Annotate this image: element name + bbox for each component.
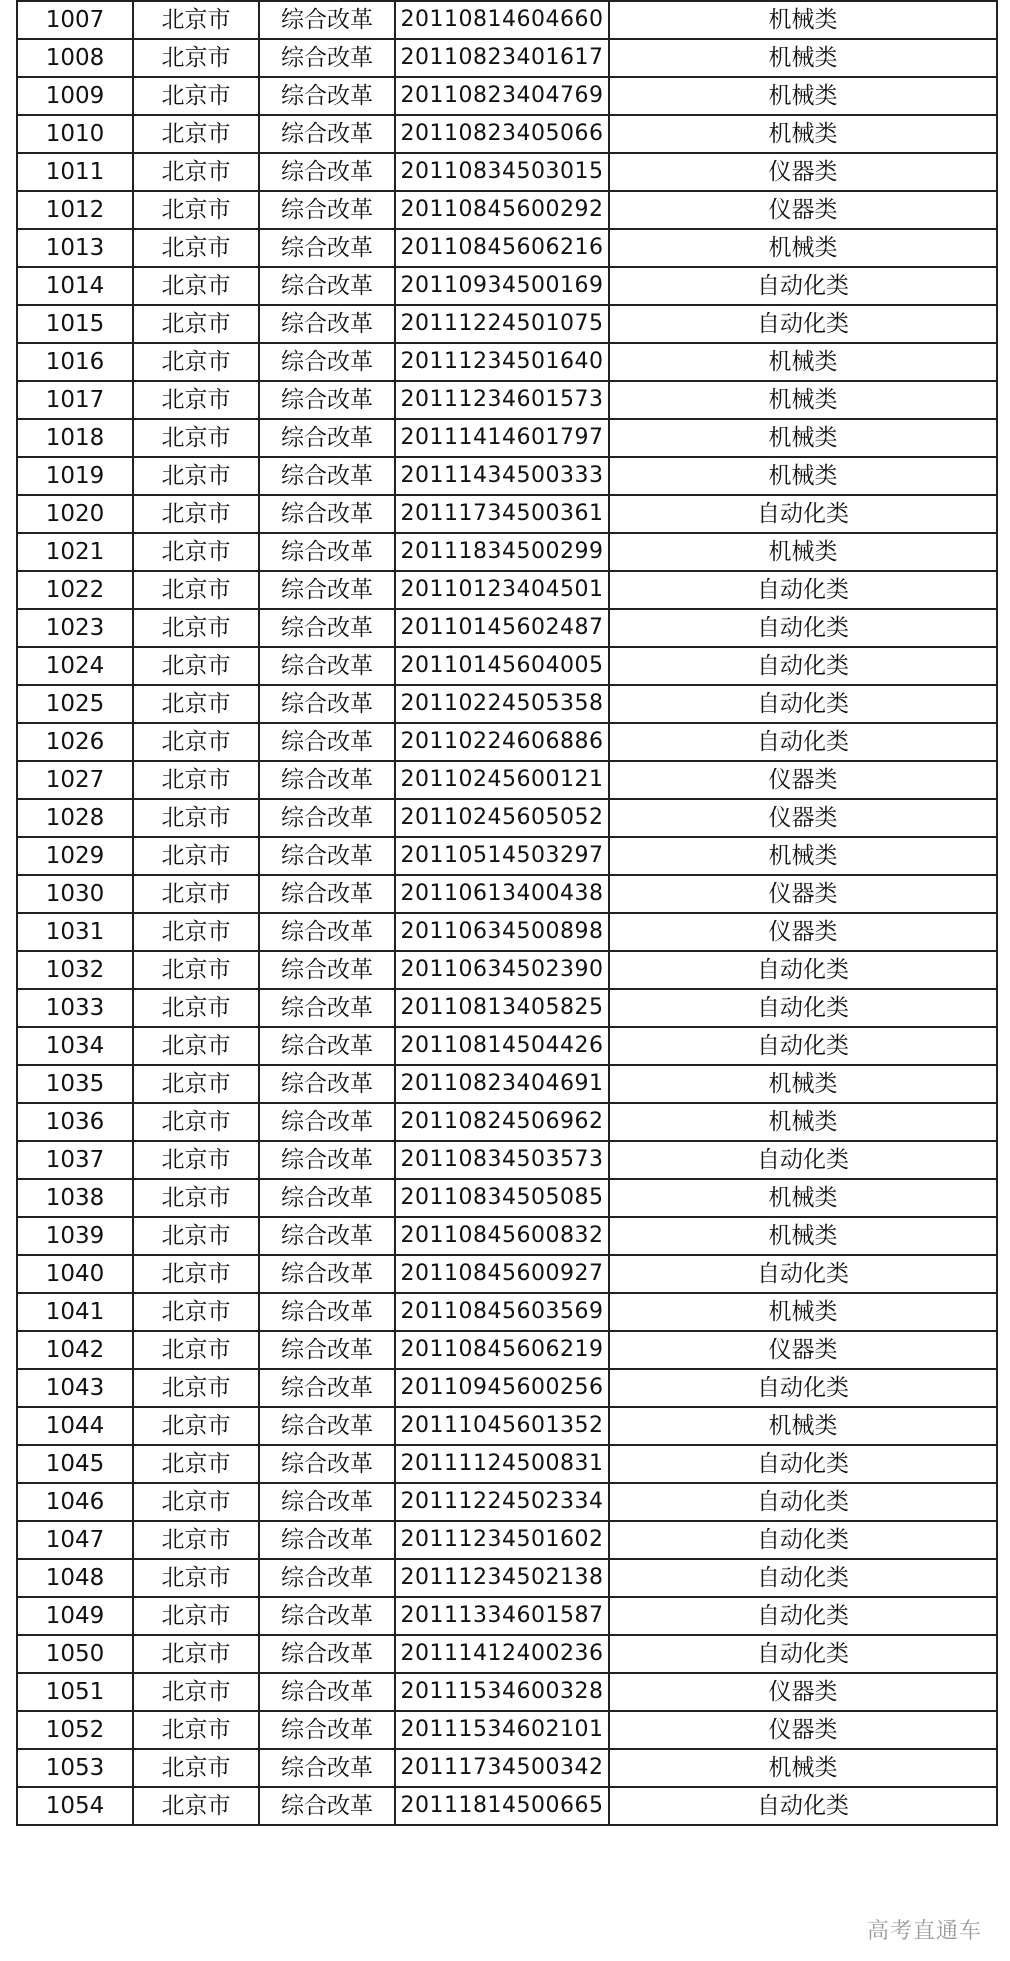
category-cell: 自动化类 — [609, 305, 997, 343]
exam-type-cell: 综合改革 — [259, 571, 395, 609]
city-cell: 北京市 — [133, 1217, 259, 1255]
exam-type-cell: 综合改革 — [259, 1027, 395, 1065]
category-cell: 仪器类 — [609, 1673, 997, 1711]
city-cell: 北京市 — [133, 1, 259, 39]
exam-number-cell: 20110845606219 — [395, 1331, 609, 1369]
row-id-cell: 1031 — [17, 913, 133, 951]
exam-number-cell: 20110823401617 — [395, 39, 609, 77]
category-cell: 仪器类 — [609, 875, 997, 913]
exam-number-cell: 20110823404691 — [395, 1065, 609, 1103]
exam-type-cell: 综合改革 — [259, 799, 395, 837]
row-id-cell: 1029 — [17, 837, 133, 875]
row-id-cell: 1049 — [17, 1597, 133, 1635]
exam-number-cell: 20110834505085 — [395, 1179, 609, 1217]
exam-type-cell: 综合改革 — [259, 1673, 395, 1711]
city-cell: 北京市 — [133, 1369, 259, 1407]
category-cell: 机械类 — [609, 457, 997, 495]
table-row — [17, 1217, 997, 1255]
category-cell: 自动化类 — [609, 989, 997, 1027]
exam-number-cell: 20110823404769 — [395, 77, 609, 115]
exam-type-cell: 综合改革 — [259, 343, 395, 381]
exam-number-cell: 20110813405825 — [395, 989, 609, 1027]
exam-type-cell: 综合改革 — [259, 1141, 395, 1179]
city-cell: 北京市 — [133, 1673, 259, 1711]
city-cell: 北京市 — [133, 495, 259, 533]
table-row — [17, 1, 997, 39]
city-cell: 北京市 — [133, 343, 259, 381]
table-row — [17, 875, 997, 913]
exam-type-cell: 综合改革 — [259, 685, 395, 723]
exam-number-cell: 20110834503573 — [395, 1141, 609, 1179]
row-id-cell: 1040 — [17, 1255, 133, 1293]
exam-type-cell: 综合改革 — [259, 1787, 395, 1825]
table-row — [17, 533, 997, 571]
table-row — [17, 1141, 997, 1179]
table-row — [17, 495, 997, 533]
table-row — [17, 267, 997, 305]
city-cell: 北京市 — [133, 1407, 259, 1445]
table-row — [17, 1711, 997, 1749]
table-row — [17, 1445, 997, 1483]
row-id-cell: 1016 — [17, 343, 133, 381]
table-row — [17, 1597, 997, 1635]
category-cell: 自动化类 — [609, 647, 997, 685]
table-row — [17, 1065, 997, 1103]
table-row — [17, 799, 997, 837]
city-cell: 北京市 — [133, 1787, 259, 1825]
exam-type-cell: 综合改革 — [259, 457, 395, 495]
row-id-cell: 1050 — [17, 1635, 133, 1673]
exam-number-cell: 20111534602101 — [395, 1711, 609, 1749]
city-cell: 北京市 — [133, 761, 259, 799]
row-id-cell: 1020 — [17, 495, 133, 533]
city-cell: 北京市 — [133, 1103, 259, 1141]
table-row — [17, 229, 997, 267]
exam-type-cell: 综合改革 — [259, 1711, 395, 1749]
table-row — [17, 761, 997, 799]
city-cell: 北京市 — [133, 1179, 259, 1217]
city-cell: 北京市 — [133, 1065, 259, 1103]
row-id-cell: 1023 — [17, 609, 133, 647]
exam-number-cell: 20111224502334 — [395, 1483, 609, 1521]
exam-number-cell: 20110834503015 — [395, 153, 609, 191]
row-id-cell: 1054 — [17, 1787, 133, 1825]
category-cell: 自动化类 — [609, 609, 997, 647]
row-id-cell: 1042 — [17, 1331, 133, 1369]
exam-number-cell: 20110514503297 — [395, 837, 609, 875]
exam-type-cell: 综合改革 — [259, 1, 395, 39]
city-cell: 北京市 — [133, 1293, 259, 1331]
table-row — [17, 457, 997, 495]
row-id-cell: 1038 — [17, 1179, 133, 1217]
city-cell: 北京市 — [133, 77, 259, 115]
table-row — [17, 913, 997, 951]
exam-number-cell: 20110123404501 — [395, 571, 609, 609]
row-id-cell: 1048 — [17, 1559, 133, 1597]
category-cell: 仪器类 — [609, 913, 997, 951]
exam-type-cell: 综合改革 — [259, 115, 395, 153]
exam-number-cell: 20110814504426 — [395, 1027, 609, 1065]
row-id-cell: 1046 — [17, 1483, 133, 1521]
row-id-cell: 1045 — [17, 1445, 133, 1483]
city-cell: 北京市 — [133, 1483, 259, 1521]
row-id-cell: 1047 — [17, 1521, 133, 1559]
category-cell: 自动化类 — [609, 1483, 997, 1521]
category-cell: 机械类 — [609, 1749, 997, 1787]
category-cell: 机械类 — [609, 229, 997, 267]
exam-number-cell: 20111412400236 — [395, 1635, 609, 1673]
exam-number-cell: 20110814604660 — [395, 1, 609, 39]
row-id-cell: 1009 — [17, 77, 133, 115]
exam-type-cell: 综合改革 — [259, 761, 395, 799]
exam-number-cell: 20110634500898 — [395, 913, 609, 951]
table-row — [17, 951, 997, 989]
exam-type-cell: 综合改革 — [259, 1065, 395, 1103]
table-row — [17, 1559, 997, 1597]
category-cell: 自动化类 — [609, 1445, 997, 1483]
category-cell: 机械类 — [609, 1293, 997, 1331]
exam-number-cell: 20111224501075 — [395, 305, 609, 343]
exam-type-cell: 综合改革 — [259, 1407, 395, 1445]
city-cell: 北京市 — [133, 419, 259, 457]
row-id-cell: 1019 — [17, 457, 133, 495]
city-cell: 北京市 — [133, 1635, 259, 1673]
exam-type-cell: 综合改革 — [259, 837, 395, 875]
category-cell: 自动化类 — [609, 1559, 997, 1597]
category-cell: 机械类 — [609, 343, 997, 381]
row-id-cell: 1008 — [17, 39, 133, 77]
table-row — [17, 381, 997, 419]
city-cell: 北京市 — [133, 153, 259, 191]
category-cell: 自动化类 — [609, 1521, 997, 1559]
city-cell: 北京市 — [133, 1331, 259, 1369]
exam-type-cell: 综合改革 — [259, 1293, 395, 1331]
category-cell: 机械类 — [609, 115, 997, 153]
row-id-cell: 1052 — [17, 1711, 133, 1749]
table-row — [17, 153, 997, 191]
table-row — [17, 1635, 997, 1673]
category-cell: 自动化类 — [609, 495, 997, 533]
table-row — [17, 1787, 997, 1825]
category-cell: 自动化类 — [609, 571, 997, 609]
row-id-cell: 1024 — [17, 647, 133, 685]
table-row — [17, 837, 997, 875]
exam-number-cell: 20110945600256 — [395, 1369, 609, 1407]
table-row — [17, 1103, 997, 1141]
exam-type-cell: 综合改革 — [259, 1217, 395, 1255]
exam-type-cell: 综合改革 — [259, 1331, 395, 1369]
row-id-cell: 1034 — [17, 1027, 133, 1065]
exam-type-cell: 综合改革 — [259, 533, 395, 571]
exam-number-cell: 20111534600328 — [395, 1673, 609, 1711]
table-row — [17, 1027, 997, 1065]
category-cell: 自动化类 — [609, 1597, 997, 1635]
table-body — [17, 1, 997, 1825]
exam-number-cell: 20111834500299 — [395, 533, 609, 571]
exam-number-cell: 20111124500831 — [395, 1445, 609, 1483]
table-row — [17, 77, 997, 115]
row-id-cell: 1041 — [17, 1293, 133, 1331]
city-cell: 北京市 — [133, 533, 259, 571]
exam-number-cell: 20111045601352 — [395, 1407, 609, 1445]
exam-type-cell: 综合改革 — [259, 1369, 395, 1407]
category-cell: 自动化类 — [609, 1787, 997, 1825]
table-row — [17, 305, 997, 343]
exam-number-cell: 20111234502138 — [395, 1559, 609, 1597]
exam-number-cell: 20110634502390 — [395, 951, 609, 989]
category-cell: 机械类 — [609, 1, 997, 39]
exam-number-cell: 20110845606216 — [395, 229, 609, 267]
table-row — [17, 115, 997, 153]
city-cell: 北京市 — [133, 723, 259, 761]
city-cell: 北京市 — [133, 837, 259, 875]
exam-number-cell: 20111334601587 — [395, 1597, 609, 1635]
exam-number-cell: 20111234501640 — [395, 343, 609, 381]
exam-type-cell: 综合改革 — [259, 1559, 395, 1597]
category-cell: 机械类 — [609, 1407, 997, 1445]
table-row — [17, 39, 997, 77]
exam-number-cell: 20110934500169 — [395, 267, 609, 305]
table-row — [17, 1179, 997, 1217]
row-id-cell: 1030 — [17, 875, 133, 913]
table-row — [17, 191, 997, 229]
category-cell: 自动化类 — [609, 1635, 997, 1673]
row-id-cell: 1027 — [17, 761, 133, 799]
row-id-cell: 1028 — [17, 799, 133, 837]
table-row — [17, 1407, 997, 1445]
exam-type-cell: 综合改革 — [259, 267, 395, 305]
city-cell: 北京市 — [133, 229, 259, 267]
category-cell: 仪器类 — [609, 1331, 997, 1369]
category-cell: 自动化类 — [609, 1369, 997, 1407]
city-cell: 北京市 — [133, 39, 259, 77]
row-id-cell: 1051 — [17, 1673, 133, 1711]
row-id-cell: 1021 — [17, 533, 133, 571]
exam-number-cell: 20111734500342 — [395, 1749, 609, 1787]
exam-type-cell: 综合改革 — [259, 723, 395, 761]
city-cell: 北京市 — [133, 799, 259, 837]
row-id-cell: 1017 — [17, 381, 133, 419]
city-cell: 北京市 — [133, 609, 259, 647]
exam-number-cell: 20111734500361 — [395, 495, 609, 533]
city-cell: 北京市 — [133, 1597, 259, 1635]
exam-number-cell: 20110613400438 — [395, 875, 609, 913]
exam-number-cell: 20110845600832 — [395, 1217, 609, 1255]
city-cell: 北京市 — [133, 305, 259, 343]
watermark-text: 高考直通车 — [866, 1919, 982, 1944]
exam-type-cell: 综合改革 — [259, 1635, 395, 1673]
table-row — [17, 1293, 997, 1331]
exam-number-cell: 20111234501602 — [395, 1521, 609, 1559]
category-cell: 机械类 — [609, 419, 997, 457]
category-cell: 自动化类 — [609, 685, 997, 723]
row-id-cell: 1035 — [17, 1065, 133, 1103]
table-row — [17, 609, 997, 647]
city-cell: 北京市 — [133, 1027, 259, 1065]
category-cell: 机械类 — [609, 39, 997, 77]
row-id-cell: 1036 — [17, 1103, 133, 1141]
row-id-cell: 1013 — [17, 229, 133, 267]
row-id-cell: 1026 — [17, 723, 133, 761]
exam-type-cell: 综合改革 — [259, 989, 395, 1027]
category-cell: 仪器类 — [609, 761, 997, 799]
city-cell: 北京市 — [133, 1445, 259, 1483]
row-id-cell: 1007 — [17, 1, 133, 39]
row-id-cell: 1015 — [17, 305, 133, 343]
category-cell: 自动化类 — [609, 1027, 997, 1065]
city-cell: 北京市 — [133, 1521, 259, 1559]
exam-type-cell: 综合改革 — [259, 39, 395, 77]
table-row — [17, 1483, 997, 1521]
exam-type-cell: 综合改革 — [259, 1255, 395, 1293]
exam-type-cell: 综合改革 — [259, 647, 395, 685]
category-cell: 机械类 — [609, 533, 997, 571]
exam-type-cell: 综合改革 — [259, 1597, 395, 1635]
city-cell: 北京市 — [133, 1559, 259, 1597]
row-id-cell: 1025 — [17, 685, 133, 723]
category-cell: 仪器类 — [609, 191, 997, 229]
exam-number-cell: 20110823405066 — [395, 115, 609, 153]
table-row — [17, 1369, 997, 1407]
city-cell: 北京市 — [133, 951, 259, 989]
exam-number-cell: 20110145604005 — [395, 647, 609, 685]
category-cell: 自动化类 — [609, 723, 997, 761]
category-cell: 机械类 — [609, 1179, 997, 1217]
row-id-cell: 1012 — [17, 191, 133, 229]
category-cell: 机械类 — [609, 1103, 997, 1141]
category-cell: 自动化类 — [609, 1255, 997, 1293]
row-id-cell: 1053 — [17, 1749, 133, 1787]
exam-type-cell: 综合改革 — [259, 419, 395, 457]
row-id-cell: 1044 — [17, 1407, 133, 1445]
exam-number-cell: 20110145602487 — [395, 609, 609, 647]
table-row — [17, 685, 997, 723]
row-id-cell: 1037 — [17, 1141, 133, 1179]
city-cell: 北京市 — [133, 913, 259, 951]
city-cell: 北京市 — [133, 1711, 259, 1749]
exam-number-cell: 20110824506962 — [395, 1103, 609, 1141]
category-cell: 仪器类 — [609, 1711, 997, 1749]
category-cell: 仪器类 — [609, 799, 997, 837]
exam-number-cell: 20110224606886 — [395, 723, 609, 761]
table-row — [17, 989, 997, 1027]
exam-number-cell: 20110845600927 — [395, 1255, 609, 1293]
table-row — [17, 419, 997, 457]
roster-document — [16, 0, 998, 1826]
exam-type-cell: 综合改革 — [259, 1749, 395, 1787]
city-cell: 北京市 — [133, 989, 259, 1027]
category-cell: 机械类 — [609, 1065, 997, 1103]
exam-number-cell: 20110845600292 — [395, 191, 609, 229]
row-id-cell: 1018 — [17, 419, 133, 457]
city-cell: 北京市 — [133, 1255, 259, 1293]
exam-type-cell: 综合改革 — [259, 1179, 395, 1217]
table-row — [17, 1521, 997, 1559]
exam-number-cell: 20111414601797 — [395, 419, 609, 457]
exam-number-cell: 20110245600121 — [395, 761, 609, 799]
category-cell: 自动化类 — [609, 1141, 997, 1179]
exam-type-cell: 综合改革 — [259, 305, 395, 343]
city-cell: 北京市 — [133, 115, 259, 153]
exam-number-cell: 20111814500665 — [395, 1787, 609, 1825]
category-cell: 机械类 — [609, 77, 997, 115]
table-row — [17, 1673, 997, 1711]
table-row — [17, 1255, 997, 1293]
exam-number-cell: 20110224505358 — [395, 685, 609, 723]
exam-type-cell: 综合改革 — [259, 951, 395, 989]
table-row — [17, 571, 997, 609]
exam-type-cell: 综合改革 — [259, 1521, 395, 1559]
table-row — [17, 647, 997, 685]
category-cell: 机械类 — [609, 837, 997, 875]
category-cell: 自动化类 — [609, 267, 997, 305]
city-cell: 北京市 — [133, 647, 259, 685]
exam-number-cell: 20110845603569 — [395, 1293, 609, 1331]
table-row — [17, 343, 997, 381]
category-cell: 自动化类 — [609, 951, 997, 989]
exam-type-cell: 综合改革 — [259, 229, 395, 267]
city-cell: 北京市 — [133, 191, 259, 229]
row-id-cell: 1033 — [17, 989, 133, 1027]
city-cell: 北京市 — [133, 381, 259, 419]
city-cell: 北京市 — [133, 685, 259, 723]
exam-type-cell: 综合改革 — [259, 77, 395, 115]
admission-roster-table — [16, 0, 998, 1826]
exam-type-cell: 综合改革 — [259, 913, 395, 951]
row-id-cell: 1043 — [17, 1369, 133, 1407]
exam-type-cell: 综合改革 — [259, 1483, 395, 1521]
exam-type-cell: 综合改革 — [259, 191, 395, 229]
table-row — [17, 1749, 997, 1787]
row-id-cell: 1014 — [17, 267, 133, 305]
table-row — [17, 1331, 997, 1369]
city-cell: 北京市 — [133, 571, 259, 609]
exam-type-cell: 综合改革 — [259, 609, 395, 647]
exam-type-cell: 综合改革 — [259, 875, 395, 913]
row-id-cell: 1010 — [17, 115, 133, 153]
city-cell: 北京市 — [133, 875, 259, 913]
exam-type-cell: 综合改革 — [259, 1445, 395, 1483]
exam-type-cell: 综合改革 — [259, 381, 395, 419]
row-id-cell: 1022 — [17, 571, 133, 609]
table-row — [17, 723, 997, 761]
exam-number-cell: 20111434500333 — [395, 457, 609, 495]
category-cell: 机械类 — [609, 381, 997, 419]
row-id-cell: 1039 — [17, 1217, 133, 1255]
city-cell: 北京市 — [133, 1141, 259, 1179]
city-cell: 北京市 — [133, 1749, 259, 1787]
row-id-cell: 1032 — [17, 951, 133, 989]
category-cell: 机械类 — [609, 1217, 997, 1255]
exam-number-cell: 20111234601573 — [395, 381, 609, 419]
city-cell: 北京市 — [133, 457, 259, 495]
category-cell: 仪器类 — [609, 153, 997, 191]
exam-number-cell: 20110245605052 — [395, 799, 609, 837]
exam-type-cell: 综合改革 — [259, 1103, 395, 1141]
row-id-cell: 1011 — [17, 153, 133, 191]
exam-type-cell: 综合改革 — [259, 153, 395, 191]
city-cell: 北京市 — [133, 267, 259, 305]
exam-type-cell: 综合改革 — [259, 495, 395, 533]
